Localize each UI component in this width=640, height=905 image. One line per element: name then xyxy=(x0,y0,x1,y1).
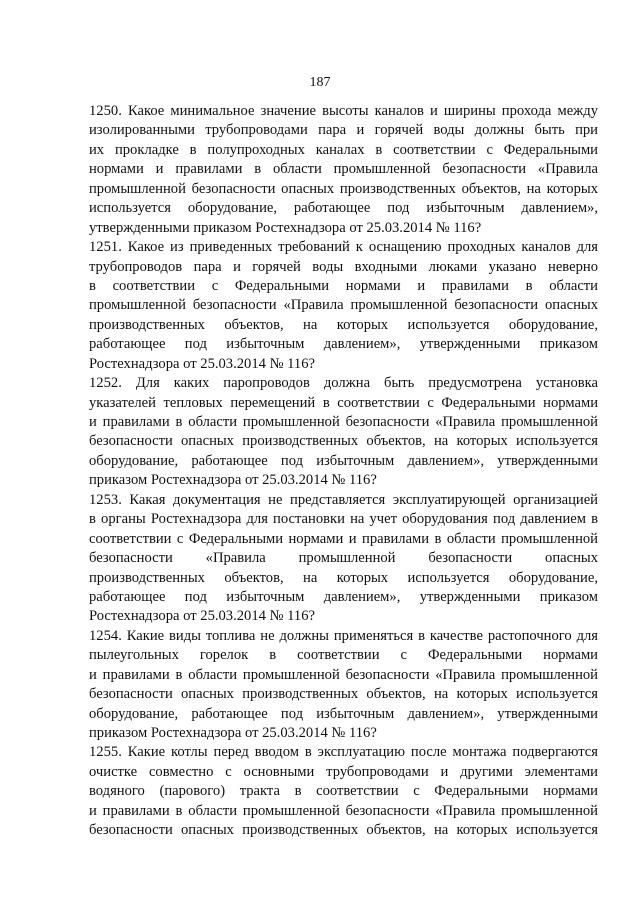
question-text-line: нормами и правилами в области промышленной безопасности «Правила xyxy=(89,161,598,178)
question-text-line: и правилами в области промышленной безопасности «Правила промышленной xyxy=(89,802,598,819)
question-text-line: производственных объектов, на которых используется оборудование, xyxy=(89,316,598,333)
page-number: 187 xyxy=(309,75,331,90)
question-text-line: и правилами в области промышленной безопасности «Правила промышленной xyxy=(89,666,598,683)
question-paragraph xyxy=(89,743,598,840)
question-text-line: водяного (парового) тракта в соответствии с Федеральными нормами xyxy=(89,783,598,800)
question-text-line: Ростехнадзора от 25.03.2014 № 116? xyxy=(89,608,315,625)
question-text-line: Ростехнадзора от 25.03.2014 № 116? xyxy=(89,355,315,372)
question-text-line: их прокладке в полупроходных каналах в соответствии с Федеральными xyxy=(89,141,598,158)
question-text-line: изолированными трубопроводами пара и горячей воды должны быть при xyxy=(89,122,598,139)
question-text-line: оборудование, работающее под избыточным давлением», утвержденными xyxy=(89,452,598,469)
question-text-line: и правилами в области промышленной безопасности «Правила промышленной xyxy=(89,414,598,430)
question-paragraph xyxy=(89,374,598,491)
question-text-line: используется оборудование, работающее под избыточным давлением», xyxy=(89,200,598,217)
question-text-line: промышленной безопасности опасных производственных объектов, на которых xyxy=(89,180,598,197)
question-text-line: приказом Ростехнадзора от 25.03.2014 № 116? xyxy=(89,472,377,489)
question-text-line: 1252. Для каких паропроводов должна быть предусмотрена установка xyxy=(89,375,598,392)
question-text-line: оборудование, работающее под избыточным давлением», утвержденными xyxy=(89,705,598,722)
question-paragraph xyxy=(89,627,598,744)
question-text-line: пылеугольных горелок в соответствии с Федеральными нормами xyxy=(89,647,598,664)
question-text-line: приказом Ростехнадзора от 25.03.2014 № 116? xyxy=(89,725,377,741)
question-text-line: трубопроводов пара и горячей воды входными люками указано неверно xyxy=(89,258,598,275)
question-text-line: в органы Ростехнадзора для постановки на учет оборудования под давлением в xyxy=(89,511,598,528)
question-text-line: указателей тепловых перемещений в соответствии с Федеральными нормами xyxy=(89,394,598,411)
question-text-line: безопасности опасных производственных объектов, на которых используется xyxy=(89,433,598,450)
question-text-line: безопасности опасных производственных объектов, на которых используется xyxy=(89,686,598,703)
question-text-line: соответствии с Федеральными нормами и правилами в области промышленной xyxy=(89,530,598,547)
question-text-line: 1253. Какая документация не представляется эксплуатирующей организацией xyxy=(89,491,598,508)
question-text-line: 1251. Какое из приведенных требований к оснащению проходных каналов для xyxy=(89,239,598,256)
question-text-line: производственных объектов, на которых используется оборудование, xyxy=(89,569,598,586)
question-text-line: безопасности опасных производственных объектов, на которых используется xyxy=(89,822,598,839)
question-paragraph xyxy=(89,102,598,238)
question-text-line: 1254. Какие виды топлива не должны применяться в качестве растопочного для xyxy=(89,627,598,644)
question-text-line: утвержденными приказом Ростехнадзора от 25.03.2014 № 116? xyxy=(89,219,482,236)
question-paragraph xyxy=(89,238,598,374)
question-text-line: в соответствии с Федеральными нормами и правилами в области xyxy=(89,277,598,294)
question-text-line: безопасности «Правила промышленной безопасности опасных xyxy=(89,550,598,567)
question-text-line: 1250. Какое минимальное значение высоты каналов и ширины прохода между xyxy=(89,103,598,119)
question-text-line: очистке совместно с основными трубопроводами и другими элементами xyxy=(89,763,598,780)
question-text-line: работающее под избыточным давлением», утвержденными приказом xyxy=(89,336,598,353)
question-text-line: 1255. Какие котлы перед вводом в эксплуатацию после монтажа подвергаются xyxy=(89,744,598,761)
question-text-line: работающее под избыточным давлением», утвержденными приказом xyxy=(89,588,598,605)
document-body xyxy=(89,102,598,841)
question-paragraph xyxy=(89,491,598,627)
question-text-line: промышленной безопасности «Правила промышленной безопасности опасных xyxy=(89,297,598,314)
